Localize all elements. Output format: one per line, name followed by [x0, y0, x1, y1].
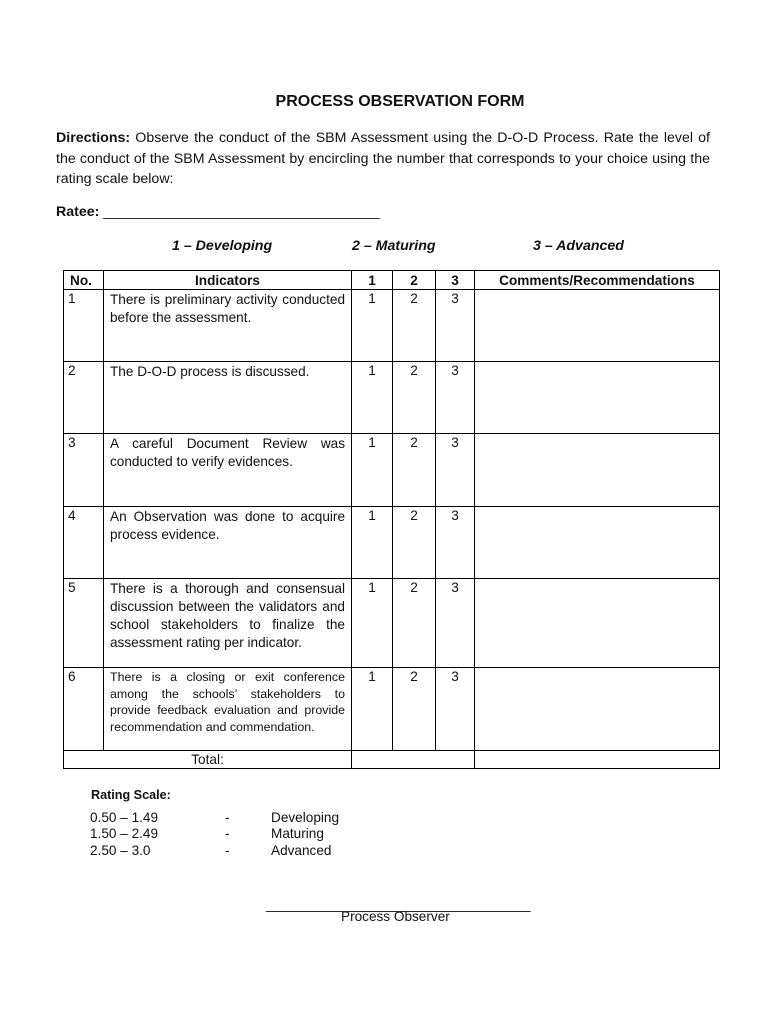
total-rating-cell[interactable] [352, 751, 475, 769]
rating-option-1[interactable]: 1 [352, 290, 393, 362]
rating-option-2[interactable]: 2 [393, 362, 436, 434]
rating-option-1[interactable]: 1 [352, 668, 393, 751]
total-comment-cell[interactable] [475, 751, 720, 769]
rating-option-3[interactable]: 3 [436, 362, 475, 434]
row-number: 1 [64, 290, 104, 362]
total-row [64, 751, 720, 769]
rating-option-1[interactable]: 1 [352, 507, 393, 579]
row-number: 4 [64, 507, 104, 579]
rating-option-2[interactable]: 2 [393, 290, 436, 362]
scale-range: 0.50 – 1.49 [90, 810, 159, 825]
comment-cell[interactable] [475, 290, 720, 362]
rating-option-3[interactable]: 3 [436, 579, 475, 668]
directions-paragraph [56, 128, 710, 190]
indicator-text: An Observation was done to acquire process evidence. [104, 507, 352, 579]
indicator-text: There is a closing or exit conference among the schools’ stakeholders to provide feedback evaluation and provide recommendation and commendation. [104, 668, 352, 751]
ratee-label: Ratee: [56, 204, 100, 220]
header-rating-2: 2 [393, 271, 436, 290]
row-number: 2 [64, 362, 104, 434]
ratee-field[interactable] [56, 204, 379, 220]
scale-label: Developing [271, 810, 340, 825]
comment-cell[interactable] [475, 579, 720, 668]
row-number: 6 [64, 668, 104, 751]
row-number: 3 [64, 434, 104, 507]
comment-cell[interactable] [475, 507, 720, 579]
table-row [64, 362, 720, 434]
ratee-line[interactable]: ___________________________________ [99, 204, 380, 220]
header-rating-3: 3 [436, 271, 475, 290]
scale-dash: - [225, 843, 230, 858]
table-header-row [64, 271, 720, 290]
comment-cell[interactable] [475, 362, 720, 434]
header-indicators: Indicators [104, 271, 352, 290]
indicator-text: A careful Document Review was conducted to verify evidences. [104, 434, 352, 507]
header-no: No. [64, 271, 104, 290]
header-rating-1: 1 [352, 271, 393, 290]
rating-option-1[interactable]: 1 [352, 362, 393, 434]
signature-line[interactable]: ___________________________________ [266, 897, 531, 912]
process-observer-label: Process Observer [341, 909, 450, 924]
observation-table [63, 270, 720, 769]
legend-developing: 1 – Developing [172, 238, 273, 254]
rating-option-3[interactable]: 3 [436, 507, 475, 579]
rating-option-3[interactable]: 3 [436, 434, 475, 507]
scale-range: 1.50 – 2.49 [90, 826, 159, 841]
comment-cell[interactable] [475, 434, 720, 507]
rating-option-2[interactable]: 2 [393, 434, 436, 507]
rating-option-1[interactable]: 1 [352, 434, 393, 507]
row-number: 5 [64, 579, 104, 668]
indicator-text: The D-O-D process is discussed. [104, 362, 352, 434]
directions-label: Directions: [56, 130, 131, 146]
comment-cell[interactable] [475, 668, 720, 751]
rating-option-2[interactable]: 2 [393, 507, 436, 579]
rating-option-2[interactable]: 2 [393, 668, 436, 751]
indicator-text: There is preliminary activity conducted before the assessment. [104, 290, 352, 362]
scale-label: Maturing [271, 826, 324, 841]
rating-option-3[interactable]: 3 [436, 290, 475, 362]
directions-text: Observe the conduct of the SBM Assessment using the D-O-D Process. Rate the level of the conduct of the SBM Assessment by encircling the number that corresponds to your choice using the rating scale below: [56, 130, 710, 188]
table-row [64, 668, 720, 751]
scale-label: Advanced [271, 843, 332, 858]
indicator-text: There is a thorough and consensual discussion between the validators and school stakeholders to finalize the assessment rating per indicator. [104, 579, 352, 668]
scale-dash: - [225, 810, 230, 825]
table-row [64, 290, 720, 362]
total-label: Total: [64, 751, 352, 769]
legend-maturing: 2 – Maturing [352, 238, 436, 254]
rating-option-3[interactable]: 3 [436, 668, 475, 751]
table-row [64, 434, 720, 507]
page-title: PROCESS OBSERVATION FORM [275, 93, 525, 110]
header-comments: Comments/Recommendations [475, 271, 720, 290]
rating-option-2[interactable]: 2 [393, 579, 436, 668]
table-row [64, 579, 720, 668]
table-row [64, 507, 720, 579]
scale-range: 2.50 – 3.0 [90, 843, 151, 858]
legend-advanced: 3 – Advanced [533, 238, 624, 254]
rating-scale-title: Rating Scale: [91, 788, 171, 802]
scale-dash: - [225, 826, 230, 841]
rating-option-1[interactable]: 1 [352, 579, 393, 668]
